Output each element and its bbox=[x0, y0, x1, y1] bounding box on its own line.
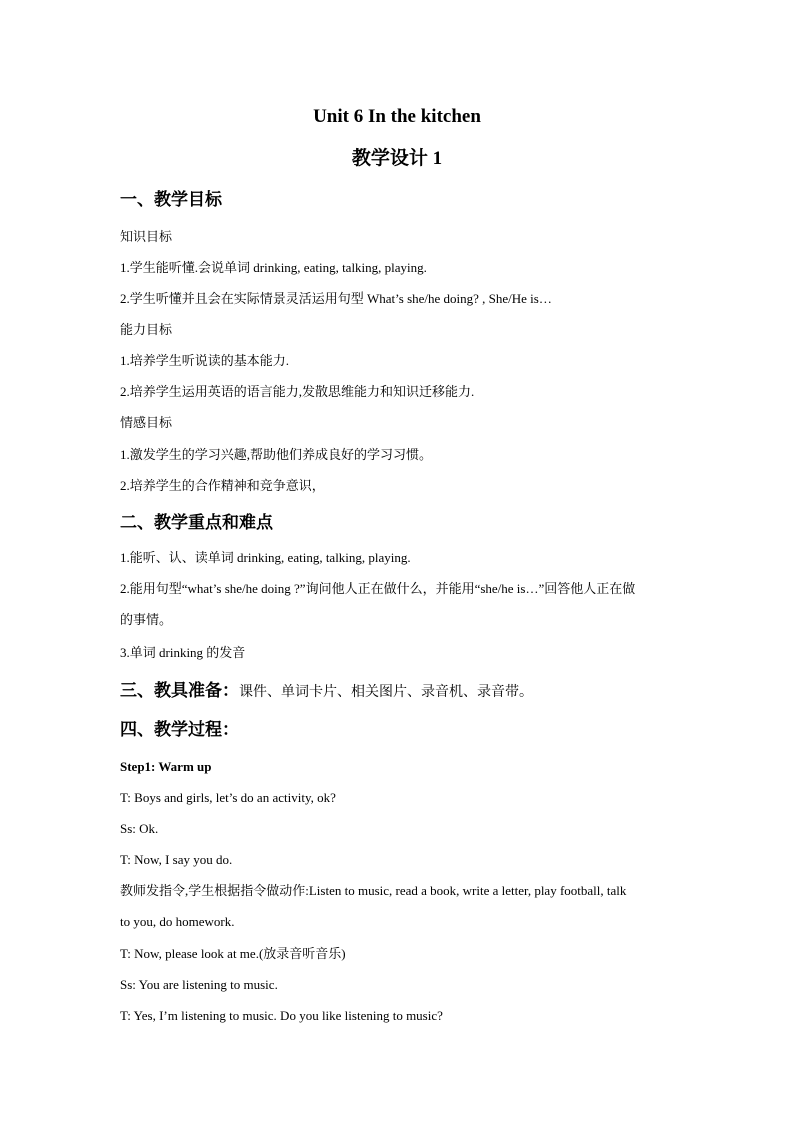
dialogue-line: T: Boys and girls, let’s do an activity, ok? bbox=[120, 790, 336, 805]
ability-goal-item: 1.培养学生听说读的基本能力. bbox=[120, 353, 290, 368]
dialogue-line: T: Now, I say you do. bbox=[120, 852, 233, 867]
key-point-item: 1.能听、认、读单词 drinking, eating, talking, playing. bbox=[120, 550, 411, 565]
dialogue-line: Ss: Ok. bbox=[120, 821, 159, 836]
section-heading-key-points: 二、教学重点和难点 bbox=[120, 513, 273, 532]
emotion-goal-item: 1.激发学生的学习兴趣,帮助他们养成良好的学习习惯。 bbox=[120, 447, 433, 462]
dialogue-line: to you, do homework. bbox=[120, 914, 235, 929]
emotion-goal-item: 2.培养学生的合作精神和竞争意识， bbox=[120, 478, 325, 493]
materials-content: 课件、单词卡片、相关图片、录音机、录音带。 bbox=[239, 685, 533, 700]
document-title: Unit 6 In the kitchen bbox=[313, 106, 481, 127]
dialogue-line: T: Now, please look at me.(放录音听音乐) bbox=[120, 946, 346, 961]
section-heading-objectives: 一、教学目标 bbox=[120, 190, 222, 209]
knowledge-goal-label: 知识目标 bbox=[120, 229, 173, 244]
dialogue-line: Ss: You are listening to music. bbox=[120, 977, 278, 992]
knowledge-goal-item: 1.学生能听懂.会说单词 drinking, eating, talking, playing. bbox=[120, 260, 427, 275]
section-heading-process: 四、教学过程： bbox=[120, 720, 239, 739]
ability-goal-label: 能力目标 bbox=[120, 322, 173, 337]
emotion-goal-label: 情感目标 bbox=[120, 415, 173, 430]
key-point-item: 3.单词 drinking 的发音 bbox=[120, 645, 246, 660]
document-subtitle: 教学设计 1 bbox=[351, 148, 443, 169]
dialogue-line: 教师发指令,学生根据指令做动作:Listen to music, read a book, write a letter, play football, talk bbox=[120, 883, 627, 898]
step-heading: Step1: Warm up bbox=[120, 759, 212, 774]
key-point-item-continued: 的事情。 bbox=[120, 612, 173, 627]
knowledge-goal-item: 2.学生听懂并且会在实际情景灵活运用句型 What’s she/he doing? , She/He is… bbox=[120, 291, 552, 306]
dialogue-line: T: Yes, I’m listening to music. Do you like listening to music? bbox=[120, 1008, 443, 1023]
ability-goal-item: 2.培养学生运用英语的语言能力,发散思维能力和知识迁移能力. bbox=[120, 384, 475, 399]
key-point-item: 2.能用句型“what’s she/he doing ?”询问他人正在做什么，并能用“she/he is…”回答他人正在做 bbox=[120, 581, 636, 596]
materials-heading-label: 三、教具准备： bbox=[120, 681, 239, 700]
section-heading-materials bbox=[120, 680, 533, 704]
